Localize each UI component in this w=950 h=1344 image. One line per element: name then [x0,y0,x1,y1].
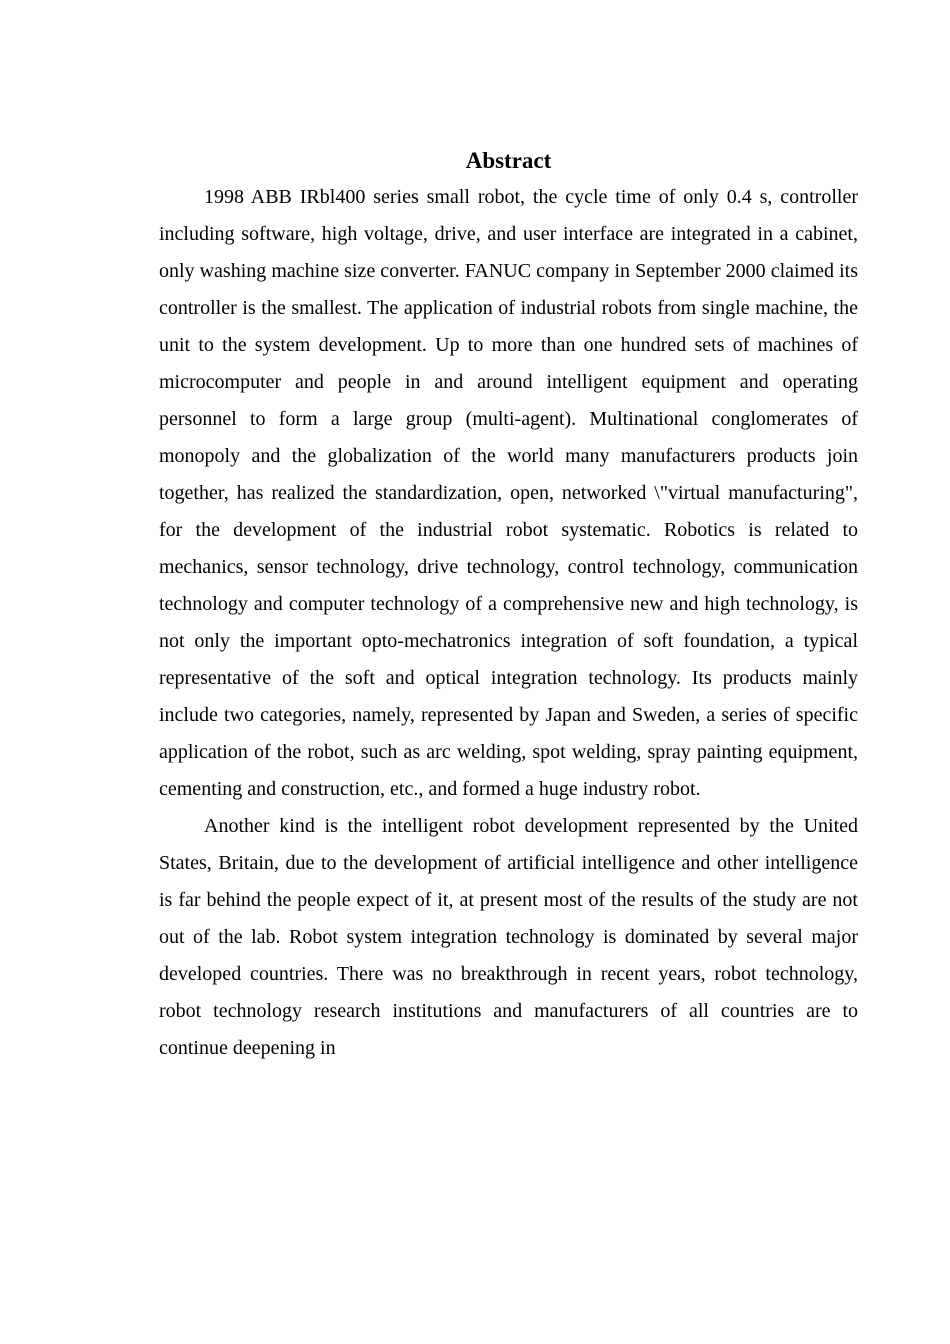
abstract-paragraph-1: 1998 ABB IRbl400 series small robot, the cycle time of only 0.4 s, controller including software, high voltage, drive, and user interface are integrated in a cabinet, only washing machine size converter. FANUC company in September 2000 claimed its controller is the smallest. The application of industrial robots from single machine, the unit to the system development. Up to more than one hundred sets of machines of microcomputer and people in and around intelligent equipment and operating personnel to form a large group (multi-agent). Multinational conglomerates of monopoly and the globalization of the world many manufacturers products join together, has realized the standardization, open, networked \"virtual manufacturing", for the development of the industrial robot systematic. Robotics is related to mechanics, sensor technology, drive technology, control technology, communication technology and computer technology of a comprehensive new and high technology, is not only the important opto-mechatronics integration of soft foundation, a typical representative of the soft and optical integration technology. Its products mainly include two categories, namely, represented by Japan and Sweden, a series of specific application of the robot, such as arc welding, spot welding, spray painting equipment, cementing and construction, etc., and formed a huge industry robot. [159,186,858,800]
abstract-paragraph-2: Another kind is the intelligent robot development represented by the United States, Britain, due to the development of artificial intelligence and other intelligence is far behind the people expect of it, at present most of the results of the study are not out of the lab. Robot system integration technology is dominated by several major developed countries. There was no breakthrough in recent years, robot technology, robot technology research institutions and manufacturers of all countries are to continue deepening in [159,815,858,1059]
abstract-title: Abstract [465,148,552,173]
document-page [159,145,858,1067]
